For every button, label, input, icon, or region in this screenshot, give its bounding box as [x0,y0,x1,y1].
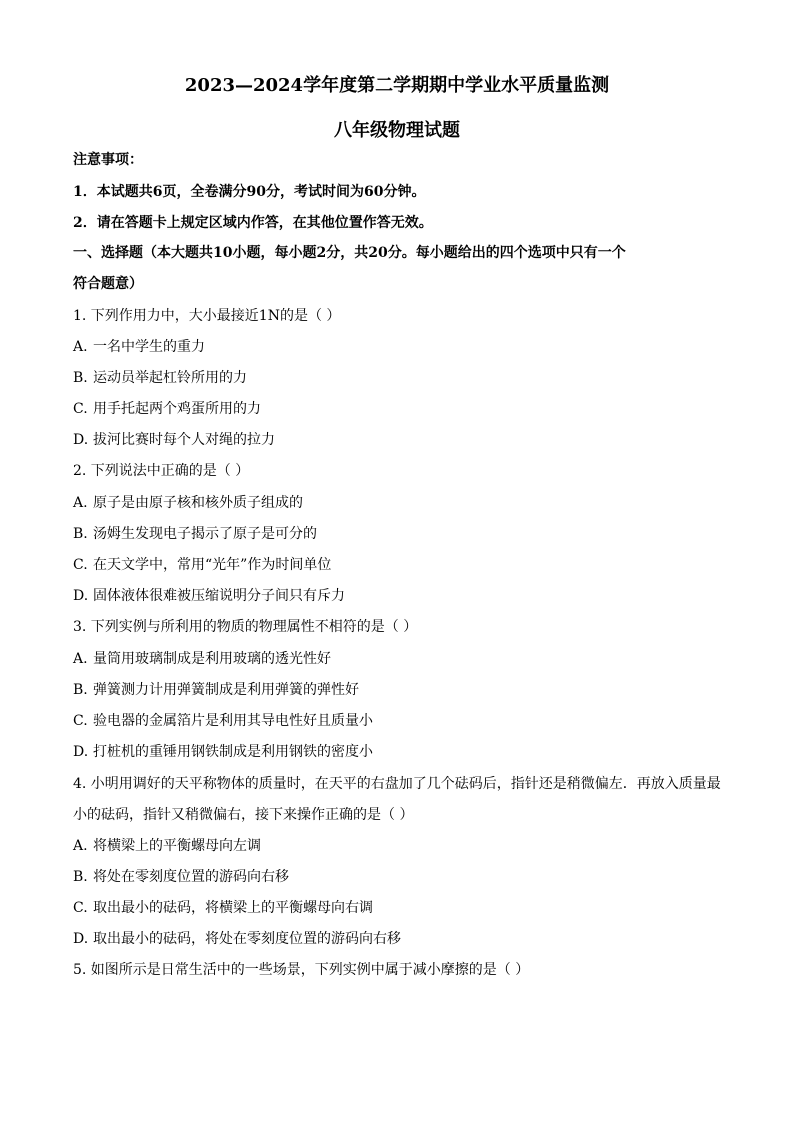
exam-title: 2023—2024学年度第二学期期中学业水平质量监测 [184,75,610,96]
question-2-option-b [73,524,317,544]
option-text: 用手托起两个鸡蛋所用的力 [93,401,261,417]
question-1-option-d [73,430,275,450]
option-letter: B. [73,682,88,698]
option-text: 取出最小的砝码，将处在零刻度位置的游码向右移 [93,931,401,947]
option-letter: C. [73,900,88,916]
question-3-stem: 3. 下列实例与所利用的物质的物理属性不相符的是（ ） [73,619,418,635]
option-letter: B. [73,869,88,885]
option-letter: D. [73,744,89,760]
option-letter: D. [73,432,89,448]
option-letter: B. [73,526,88,542]
option-text: 弹簧测力计用弹簧制成是利用弹簧的弹性好 [93,682,359,698]
option-letter: A. [73,838,88,854]
option-text: 汤姆生发现电子揭示了原子是可分的 [93,526,317,542]
question-3-option-a [73,649,331,669]
question-4-option-a [73,836,261,856]
question-2-option-c [73,555,331,575]
option-text: 固体液体很难被压缩说明分子间只有斥力 [93,588,345,604]
question-3-option-b [73,680,359,700]
option-letter: A. [73,339,88,355]
question-4-option-c [73,898,373,918]
option-text: 取出最小的砝码，将横梁上的平衡螺母向右调 [93,900,373,916]
notice-heading: 注意事项： [73,152,143,168]
option-letter: D. [73,931,89,947]
exam-subtitle: 八年级物理试题 [334,120,460,141]
option-text: 打桩机的重锤用钢铁制成是利用钢铁的密度小 [93,744,373,760]
option-letter: A. [73,495,88,511]
section-heading-cont: 符合题意） [73,276,143,292]
option-letter: D. [73,588,89,604]
option-text: 一名中学生的重力 [93,339,205,355]
option-text: 将处在零刻度位置的游码向右移 [93,869,289,885]
question-4-option-d [73,929,401,949]
option-text: 在天文学中，常用“光年”作为时间单位 [93,557,332,573]
question-5-stem: 5. 如图所示是日常生活中的一些场景，下列实例中属于减小摩擦的是（ ） [73,962,530,978]
question-3-option-c [73,711,373,731]
question-4-option-b [73,867,289,887]
question-4-stem: 4. 小明用调好的天平称物体的质量时，在天平的右盘加了几个砝码后，指针还是稍微偏左．再放入质量最 [73,776,721,792]
option-text: 将横梁上的平衡螺母向左调 [93,838,261,854]
question-4-stem-cont: 小的砝码，指针又稍微偏右，接下来操作正确的是（ ） [73,807,414,823]
question-3-option-d [73,742,373,762]
section-heading: 一、选择题（本大题共10小题，每小题2分，共20分。每小题给出的四个选项中只有一个 [73,245,626,261]
notice-item-2: 2．请在答题卡上规定区域内作答，在其他位置作答无效。 [73,215,433,231]
question-2-stem: 2. 下列说法中正确的是（ ） [73,463,250,479]
option-text: 验电器的金属箔片是利用其导电性好且质量小 [93,713,373,729]
option-letter: C. [73,713,88,729]
question-2-option-a [73,493,303,513]
option-letter: A. [73,651,88,667]
option-letter: B. [73,370,88,386]
question-1-stem: 1. 下列作用力中，大小最接近1N的是（ ） [73,308,341,324]
option-text: 拔河比赛时每个人对绳的拉力 [93,432,275,448]
question-2-option-d [73,586,345,606]
question-1-option-a [73,337,205,357]
option-letter: C. [73,401,88,417]
option-letter: C. [73,557,88,573]
option-text: 运动员举起杠铃所用的力 [93,370,247,386]
option-text: 量筒用玻璃制成是利用玻璃的透光性好 [93,651,331,667]
option-text: 原子是由原子核和核外质子组成的 [93,495,303,511]
question-1-option-c [73,399,261,419]
notice-item-1: 1．本试题共6页，全卷满分90分，考试时间为60分钟。 [73,184,426,200]
question-1-option-b [73,368,247,388]
